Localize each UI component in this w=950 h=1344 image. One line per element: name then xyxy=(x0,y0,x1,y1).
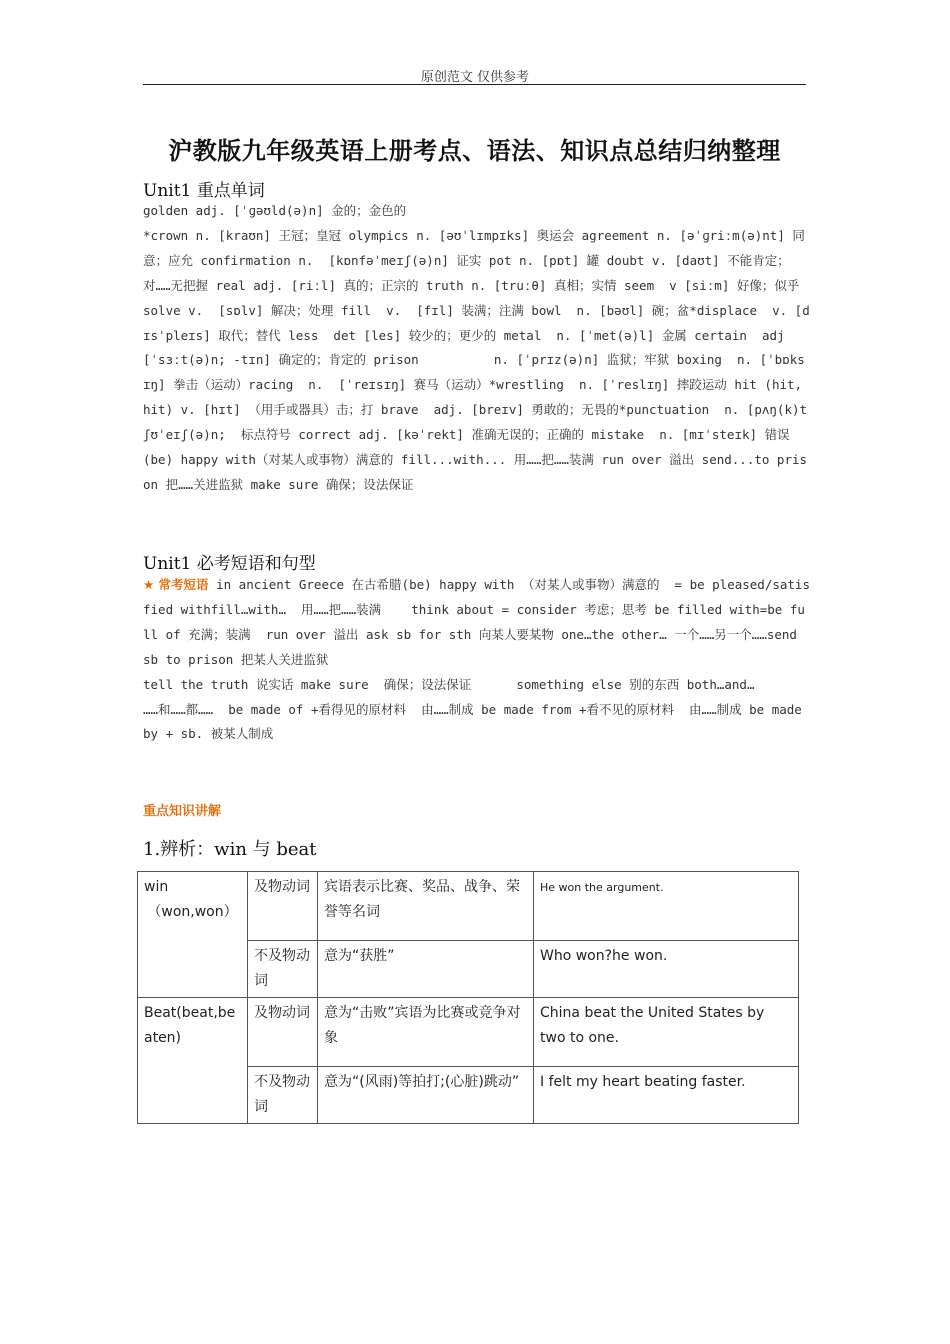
verb-type-cell: 不及物动词 xyxy=(248,941,318,998)
win-forms: （won,won） xyxy=(147,904,238,920)
table-row xyxy=(138,872,799,941)
unit1-phrases-heading: Unit1 必考短语和句型 xyxy=(143,554,316,574)
example-cell: China beat the United States by two to one. xyxy=(534,998,799,1067)
table-row xyxy=(138,998,799,1067)
unit1-vocab-heading: Unit1 重点单词 xyxy=(143,181,265,201)
verb-type-cell: 不及物动词 xyxy=(248,1067,318,1124)
example-cell: He won the argument. xyxy=(534,872,799,941)
header-divider xyxy=(143,84,806,85)
win-beat-heading: 1.辨析：win 与 beat xyxy=(143,839,317,860)
meaning-cell: 意为“击败”宾语为比赛或竞争对象 xyxy=(318,998,534,1067)
document-title: 沪教版九年级英语上册考点、语法、知识点总结归纳整理 xyxy=(168,136,781,165)
win-beat-table xyxy=(137,871,799,1124)
unit1-phrases-text: in ancient Greece 在古希腊(be) happy with （对某人或事物）满意的 = be pleased/satisfied withfill…with… 用……把……装满 think about = consider 考虑；思考 be filled with=be full of 充满；装满 run over 溢出 ask sb for sth 向某人要某物 one…the other… 一个……另一个……send sb to prison 把某人关进监狱 tell the truth 说实话 make sure 确保；设法保证 something else 别的东西 both…and… ……和……都…… be made of +看得见的原材料 由……制成 be made from +看不见的原材料 由……制成 be made by + sb. 被某人制成 xyxy=(143,577,810,742)
page-header: 原创范文 仅供参考 xyxy=(420,70,530,85)
meaning-cell: 宾语表示比赛、奖品、战争、荣誉等名词 xyxy=(318,872,534,941)
key-knowledge-label: 重点知识讲解 xyxy=(143,804,222,819)
meaning-cell: 意为“(风雨)等拍打;(心脏)跳动” xyxy=(318,1067,534,1124)
example-cell: Who won?he won. xyxy=(534,941,799,998)
win-word: win xyxy=(144,879,169,895)
star-label: ★ 常考短语 xyxy=(143,577,209,592)
verb-type-cell: 及物动词 xyxy=(248,998,318,1067)
verb-type-cell: 及物动词 xyxy=(248,872,318,941)
example-cell: I felt my heart beating faster. xyxy=(534,1067,799,1124)
meaning-cell: 意为“获胜” xyxy=(318,941,534,998)
unit1-phrases-block xyxy=(143,573,811,747)
win-cell xyxy=(138,872,248,998)
unit1-vocab-text: golden adj. [ˈɡəʊld(ə)n] 金的；金色的 *crown n. [kraʊn] 王冠；皇冠 olympics n. [əʊˈlɪmpɪks] 奥运会 agreement n. [əˈɡriːm(ə)nt] 同意；应允 confirmation n. [kɒnfəˈmeɪʃ(ə)n] 证实 pot n. [pɒt] 罐 doubt v. [daʊt] 不能肯定；对……无把握 real adj. [riːl] 真的；正宗的 truth n. [truːθ] 真相；实情 seem v [siːm] 好像；似乎 solve v. [sɒlv] 解决；处理 fill v. [fɪl] 装满；注满 bowl n. [bəʊl] 碗；盆*displace v. [dɪsˈpleɪs] 取代；替代 less det [les] 较少的；更少的 metal n. [ˈmet(ə)l] 金属 certain adj [ˈsɜːt(ə)n; -tɪn] 确定的；肯定的 prison n. [ˈprɪz(ə)n] 监狱；牢狱 boxing n. [ˈbɒksɪŋ] 拳击（运动）racing n. [ˈreɪsɪŋ] 赛马（运动）*wrestling n. [ˈreslɪŋ] 摔跤运动 hit (hit, hit) v. [hɪt] （用手或器具）击；打 brave adj. [breɪv] 勇敢的；无畏的*punctuation n. [pʌŋ(k)tʃʊˈeɪʃ(ə)n; 标点符号 correct adj. [kəˈrekt] 准确无误的；正确的 mistake n. [mɪˈsteɪk] 错误 (be) happy with（对某人或事物）满意的 fill...with... 用……把……装满 run over 溢出 send...to prison 把……关进监狱 make sure 确保；设法保证 xyxy=(143,203,810,492)
beat-cell: Beat(beat,beaten) xyxy=(138,998,248,1124)
